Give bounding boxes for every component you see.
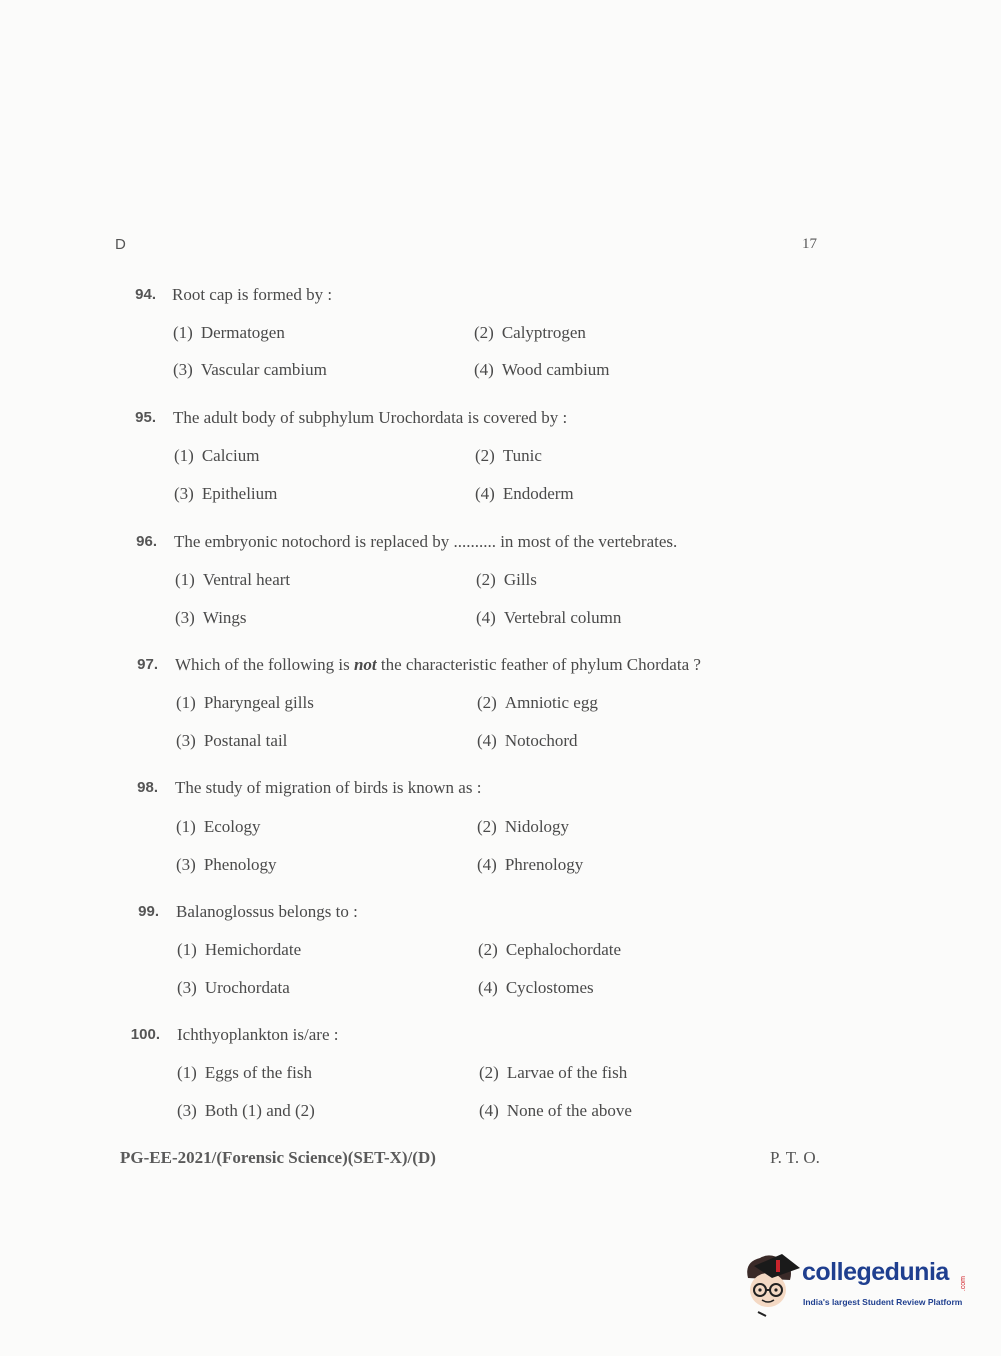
- option-4: (4) Cyclostomes: [478, 978, 594, 997]
- option-2: (2) Amniotic egg: [477, 693, 598, 712]
- question-text: Balanoglossus belongs to :: [176, 902, 358, 921]
- option-2: (2) Cephalochordate: [478, 940, 622, 959]
- option-4: (4) Phrenology: [477, 855, 584, 874]
- question-98: [0, 779, 1001, 904]
- brand-name: collegedunia: [802, 1258, 949, 1286]
- question-number: 98.: [137, 779, 158, 796]
- option-3: (3) Postanal tail: [176, 731, 288, 750]
- brand-tagline: India's largest Student Review Platform: [803, 1297, 963, 1307]
- question-number: 97.: [137, 656, 158, 673]
- option-1: (1) Calcium: [174, 446, 260, 465]
- option-2: (2) Tunic: [475, 446, 542, 465]
- question-94: [0, 286, 1001, 411]
- question-95: [0, 409, 1001, 534]
- question-number: 100.: [130, 1026, 160, 1043]
- question-text: The adult body of subphylum Urochordata is covered by :: [173, 408, 568, 427]
- question-number: 96.: [136, 533, 157, 550]
- option-4: (4) Vertebral column: [476, 608, 622, 627]
- option-1: (1) Ecology: [176, 817, 261, 836]
- question-96: [0, 533, 1001, 658]
- question-99: [0, 903, 1001, 1028]
- option-2: (2) Gills: [476, 570, 537, 589]
- option-2: (2) Larvae of the fish: [479, 1063, 628, 1082]
- collegedunia-logo: [740, 1248, 980, 1318]
- question-text: The study of migration of birds is known as :: [175, 778, 482, 797]
- pto-label: P. T. O.: [770, 1148, 820, 1167]
- emphasis-not: not: [353, 655, 377, 674]
- option-1: (1) Pharyngeal gills: [176, 693, 314, 712]
- option-3: (3) Vascular cambium: [173, 360, 327, 379]
- option-3: (3) Wings: [175, 608, 247, 627]
- set-letter: D: [115, 236, 126, 253]
- mascot-icon: [740, 1248, 802, 1318]
- option-3: (3) Phenology: [176, 855, 277, 874]
- question-100: [0, 1026, 1001, 1151]
- option-2: (2) Nidology: [477, 817, 570, 836]
- option-4: (4) Notochord: [477, 731, 578, 750]
- question-text: Which of the following is not the characteristic feather of phylum Chordata ?: [175, 655, 701, 674]
- question-text: Ichthyoplankton is/are :: [177, 1025, 339, 1044]
- question-text: Root cap is formed by :: [172, 285, 333, 304]
- option-4: (4) None of the above: [479, 1101, 632, 1120]
- question-number: 95.: [135, 409, 156, 426]
- option-2: (2) Calyptrogen: [474, 323, 586, 342]
- option-1: (1) Hemichordate: [177, 940, 302, 959]
- option-1: (1) Ventral heart: [175, 570, 291, 589]
- question-number: 94.: [135, 286, 156, 303]
- paper-code: PG-EE-2021/(Forensic Science)(SET-X)/(D): [120, 1148, 436, 1167]
- option-4: (4) Wood cambium: [474, 360, 610, 379]
- question-number: 99.: [138, 903, 159, 920]
- option-3: (3) Both (1) and (2): [177, 1101, 315, 1120]
- page-number: 17: [802, 236, 817, 252]
- option-1: (1) Dermatogen: [173, 323, 285, 342]
- question-97: [0, 656, 1001, 781]
- option-1: (1) Eggs of the fish: [177, 1063, 313, 1082]
- option-3: (3) Urochordata: [177, 978, 290, 997]
- brand-suffix: .com: [960, 1276, 967, 1292]
- option-4: (4) Endoderm: [475, 484, 574, 503]
- option-3: (3) Epithelium: [174, 484, 278, 503]
- question-text: The embryonic notochord is replaced by .......... in most of the vertebrates.: [174, 532, 678, 551]
